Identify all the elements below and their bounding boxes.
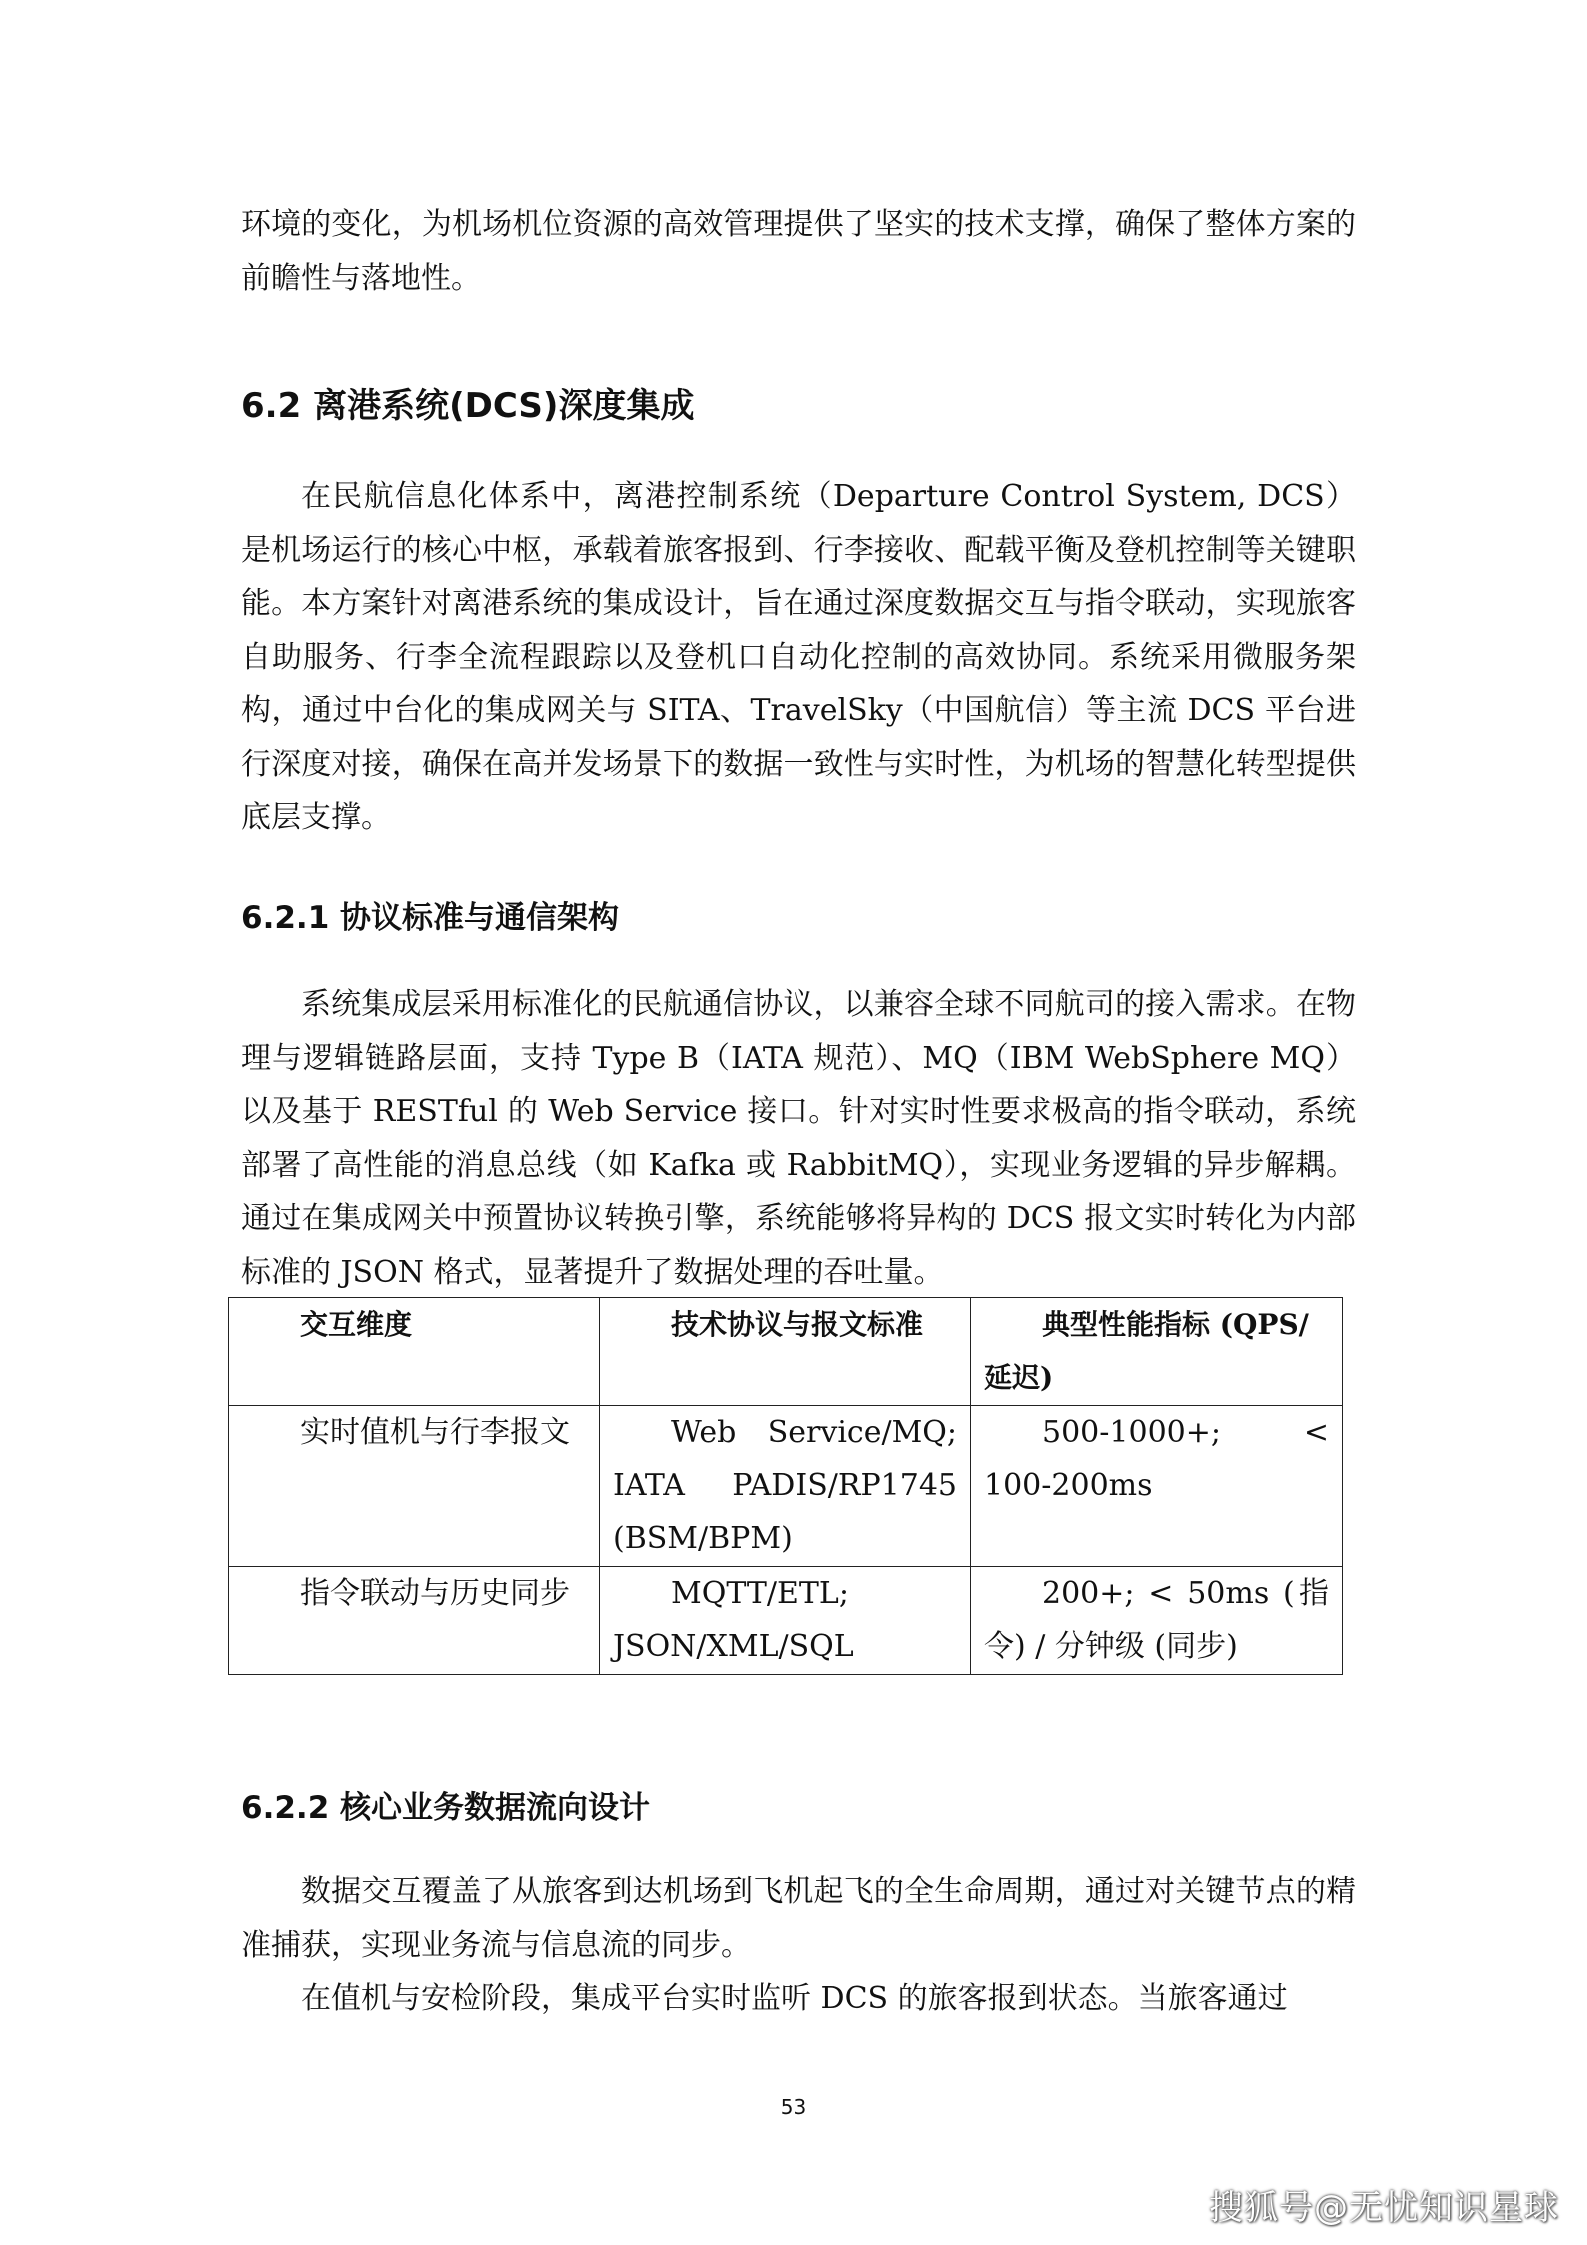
section-heading-6-2: 6.2 离港系统(DCS)深度集成	[241, 386, 695, 426]
section-6-2-paragraph: 在民航信息化体系中，离港控制系统（Departure Control System, DCS）是机场运行的核心中枢，承载着旅客报到、行李接收、配载平衡及登机控制等关键职能。本方案针对离港系统的集成设计，旨在通过深度数据交互与指令联动，实现旅客自助服务、行李全流程跟踪以及登机口自动化控制的高效协同。系统采用微服务架构，通过中台化的集成网关与 SITA、TravelSky（中国航信）等主流 DCS 平台进行深度对接，确保在高并发场景下的数据一致性与实时性，为机场的智慧化转型提供底层支撑。	[241, 479, 1356, 835]
section-6-2-1-paragraph: 系统集成层采用标准化的民航通信协议，以兼容全球不同航司的接入需求。在物理与逻辑链路层面，支持 Type B（IATA 规范）、MQ（IBM WebSphere MQ）以及基于 RESTful 的 Web Service 接口。针对实时性要求极高的指令联动，系统部署了高性能的消息总线（如 Kafka 或 RabbitMQ），实现业务逻辑的异步解耦。通过在集成网关中预置协议转换引擎，系统能够将异构的 DCS 报文实时转化为内部标准的 JSON 格式，显著提升了数据处理的吞吐量。	[241, 987, 1356, 1290]
table-header-cell: 交互维度	[229, 1298, 600, 1406]
protocol-performance-table	[228, 1297, 1343, 1675]
table-row	[229, 1567, 1343, 1675]
section-heading-6-2-2: 6.2.2 核心业务数据流向设计	[241, 1790, 651, 1826]
table-header-cell: 典型性能指标 (QPS/延迟)	[971, 1298, 1343, 1406]
intro-paragraph: 环境的变化，为机场机位资源的高效管理提供了坚实的技术支撑，确保了整体方案的前瞻性与落地性。	[241, 207, 1356, 296]
table-cell: Web Service/MQ; IATA PADIS/RP1745 (BSM/BPM)	[600, 1406, 971, 1567]
table-cell: 实时值机与行李报文	[229, 1406, 600, 1567]
table-cell: MQTT/ETL; JSON/XML/SQL	[600, 1567, 971, 1675]
table-header-cell: 技术协议与报文标准	[600, 1298, 971, 1406]
section-heading-6-2-1: 6.2.1 协议标准与通信架构	[241, 900, 620, 936]
table-header-row	[229, 1298, 1343, 1406]
table-cell: 指令联动与历史同步	[229, 1567, 600, 1675]
section-6-2-2-paragraph-1: 数据交互覆盖了从旅客到达机场到飞机起飞的全生命周期，通过对关键节点的精准捕获，实现业务流与信息流的同步。	[241, 1874, 1356, 1963]
watermark: 搜狐号@无忧知识星球	[1209, 2188, 1559, 2228]
section-6-2-2-paragraph-2: 在值机与安检阶段，集成平台实时监听 DCS 的旅客报到状态。当旅客通过	[301, 1981, 1288, 2016]
table-row	[229, 1406, 1343, 1567]
page-number: 53	[780, 2095, 807, 2119]
table-cell: 500-1000+; < 100-200ms	[971, 1406, 1343, 1567]
table-cell: 200+; < 50ms (指令) / 分钟级 (同步)	[971, 1567, 1343, 1675]
